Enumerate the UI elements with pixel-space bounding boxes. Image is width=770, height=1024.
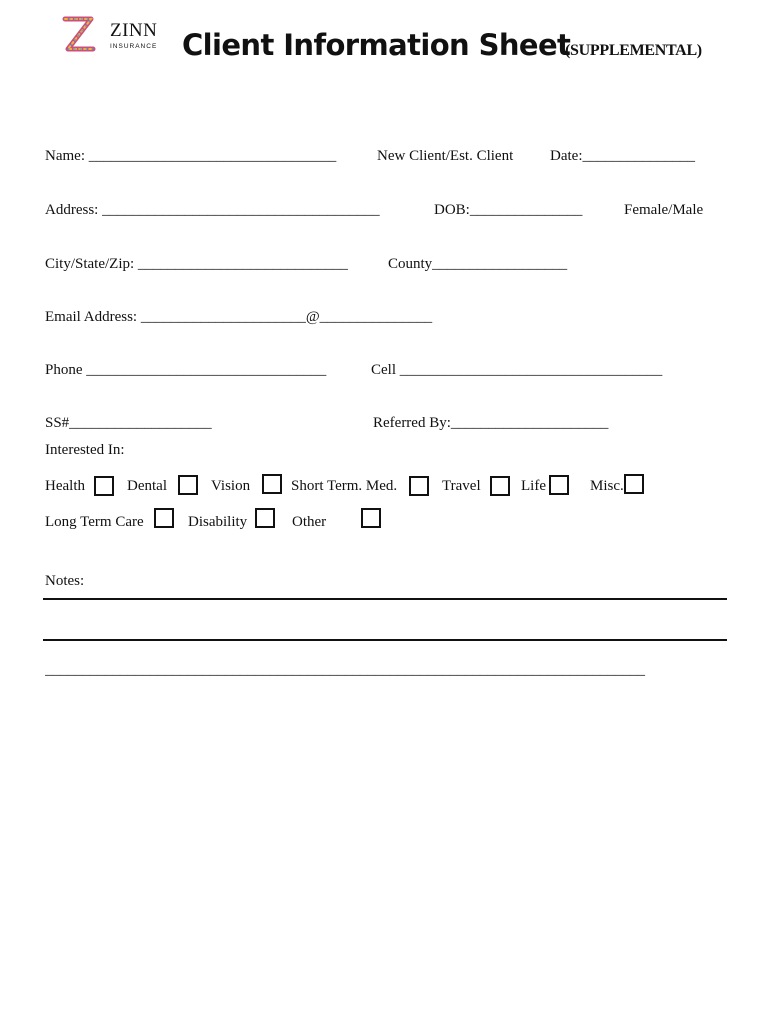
city-state-zip-field[interactable]: City/State/Zip: ____________________________ [45,256,348,272]
option-label-misc: Misc. [590,478,624,494]
name-field[interactable]: Name: _________________________________ [45,148,337,164]
referred-by-field[interactable]: Referred By:_____________________ [373,415,609,431]
email-field[interactable]: Email Address: ______________________@_______________ [45,309,433,325]
zinn-z-logo-icon [58,15,98,55]
checkbox-health[interactable] [94,476,114,496]
option-label-long-term-care: Long Term Care [45,514,144,530]
date-field[interactable]: Date:_______________ [550,148,695,164]
checkbox-long-term-care[interactable] [154,508,174,528]
logo-subtitle: INSURANCE [110,43,158,50]
notes-line-1[interactable] [43,598,727,600]
notes-line-2[interactable] [43,639,727,641]
address-field[interactable]: Address: _____________________________________ [45,202,380,218]
ss-field[interactable]: SS#___________________ [45,415,212,431]
option-label-dental: Dental [127,478,167,494]
option-label-other: Other [292,514,327,530]
client-type-label[interactable]: New Client/Est. Client [377,148,514,164]
notes-label: Notes: [45,573,85,589]
dob-field[interactable]: DOB:_______________ [434,202,583,218]
option-label-short-term-med: Short Term. Med. [291,478,398,494]
option-label-vision: Vision [211,478,251,494]
logo-name: ZINN [110,20,158,41]
option-label-travel: Travel [442,478,481,494]
option-label-health: Health [45,478,85,494]
checkbox-dental[interactable] [178,475,198,495]
checkbox-misc[interactable] [624,474,644,494]
checkbox-disability[interactable] [255,508,275,528]
page-title: Client Information Sheet [182,28,571,62]
interested-in-label: Interested In: [45,442,125,458]
cell-field[interactable]: Cell ___________________________________ [371,362,663,378]
county-field[interactable]: County__________________ [388,256,568,272]
checkbox-travel[interactable] [490,476,510,496]
option-label-disability: Disability [188,514,248,530]
gender-label[interactable]: Female/Male [624,202,704,218]
checkbox-other[interactable] [361,508,381,528]
checkbox-life[interactable] [549,475,569,495]
checkbox-vision[interactable] [262,474,282,494]
notes-line-3[interactable]: ________________________________________________________________________________ [45,662,645,678]
option-label-life: Life [521,478,546,494]
supplemental-tag: (SUPPLEMENTAL) [565,42,702,59]
checkbox-short-term-med[interactable] [409,476,429,496]
phone-field[interactable]: Phone ________________________________ [45,362,327,378]
